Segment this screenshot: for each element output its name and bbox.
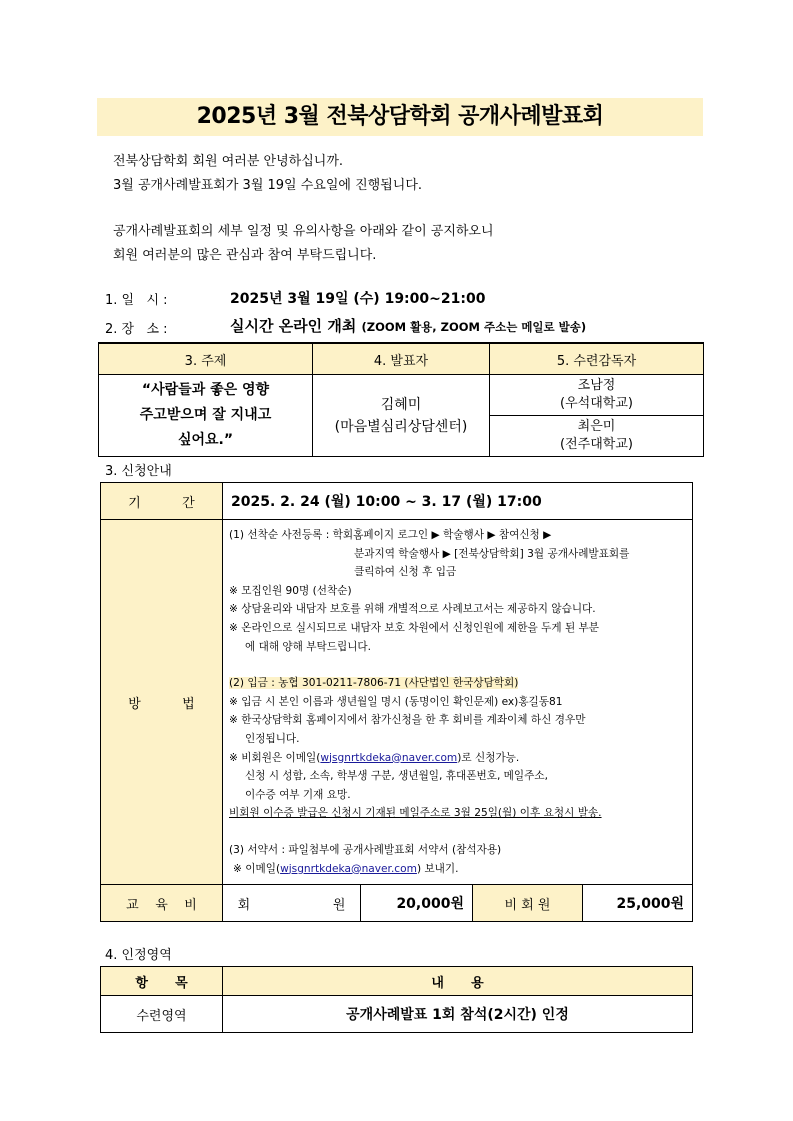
member-label: 회 원 [223, 885, 361, 922]
method-line: 인정됩니다. [245, 732, 300, 745]
supervisor-org: (우석대학교) [560, 396, 633, 411]
period-value: 2025. 2. 24 (월) 10:00 ~ 3. 17 (월) 17:00 [223, 483, 693, 520]
method-line: ※ 입금 시 본인 이름과 생년월일 명시 (동명이인 확인문제) ex)홍길동81 [229, 695, 563, 708]
header-supervisor: 5. 수련감독자 [490, 343, 704, 375]
col-header-content: 내 용 [223, 967, 693, 996]
application-table [100, 482, 693, 922]
method-line [229, 749, 688, 768]
intro-line: 전북상담학회 회원 여러분 안녕하십니까. [113, 154, 344, 169]
method-line: 신청 시 성함, 소속, 학부생 구분, 생년월일, 휴대폰번호, 메일주소, [245, 770, 548, 783]
supervisor-org: (전주대학교) [560, 437, 633, 452]
fee-label: 교 육 비 [101, 885, 223, 922]
email-suffix: ) 보내기. [416, 862, 459, 875]
topic-line: “사람들과 좋은 영향 [141, 382, 270, 398]
blank-line [229, 823, 688, 841]
email-prefix: ※ 이메일( [233, 862, 281, 875]
col-header-item: 항 목 [101, 967, 223, 996]
row-value: 공개사례발표 1회 참석(2시간) 인정 [223, 996, 693, 1033]
row-label: 수련영역 [101, 996, 223, 1033]
date-label: 1. 일 시 : [105, 293, 168, 308]
date-value: 2025년 3월 19일 (수) 19:00~21:00 [230, 291, 486, 307]
member-fee: 20,000원 [361, 885, 473, 922]
page-title: 2025년 3월 전북상담학회 공개사례발표회 [97, 98, 703, 136]
method-cell [223, 520, 693, 885]
method-line: 비회원 이수증 발급은 신청시 기재된 메일주소로 3월 25일(월) 이후 요청시 발송. [229, 807, 602, 820]
method-line: 에 대해 양해 부탁드립니다. [245, 640, 372, 653]
supervisor-name: 조남정 [577, 378, 616, 393]
period-label: 기 간 [101, 483, 223, 520]
email-prefix: ※ 비회원은 이메일( [229, 751, 321, 764]
presenter-org: (마음별심리상담센터) [334, 418, 468, 435]
presenter-name: 김혜미 [380, 396, 422, 413]
accreditation-table [100, 966, 693, 1033]
method-line: (1) 선착순 사전등록 : 학회홈페이지 로그인 ▶ 학술행사 ▶ 참여신청 ▶ [229, 529, 552, 541]
method-line: (3) 서약서 : 파일첨부에 공개사례발표회 서약서 (참석자용) [229, 843, 502, 856]
blank-line [229, 656, 688, 674]
section-application-title: 3. 신청안내 [105, 464, 172, 479]
email-link[interactable]: wjsgnrtkdeka@naver.com [280, 862, 417, 875]
supervisor-cell [490, 375, 704, 416]
nonmember-fee: 25,000원 [583, 885, 693, 922]
email-suffix: )로 신청가능. [457, 751, 520, 764]
place-note: (ZOOM 활용, ZOOM 주소는 메일로 발송) [361, 320, 587, 334]
header-presenter: 4. 발표자 [313, 343, 490, 375]
method-line: ※ 한국상담학회 홈페이지에서 참가신청을 한 후 회비를 계좌이체 하신 경우만 [229, 714, 586, 727]
header-topic: 3. 주제 [99, 343, 313, 375]
place-value: 실시간 온라인 개최 [230, 317, 357, 335]
method-line: ※ 모집인원 90명 (선착순) [229, 584, 352, 597]
method-line [229, 860, 688, 879]
info-table [98, 342, 704, 457]
place-label: 2. 장 소 : [105, 322, 168, 337]
method-label: 방 법 [101, 520, 223, 885]
method-line: 이수증 여부 기재 요망. [245, 788, 351, 801]
intro-line: 3월 공개사례발표회가 3월 19일 수요일에 진행됩니다. [113, 178, 423, 193]
topic-cell [99, 375, 313, 457]
method-line: ※ 상담윤리와 내담자 보호를 위해 개별적으로 사례보고서는 제공하지 않습니다. [229, 603, 596, 616]
method-line: 클릭하여 신청 후 입금 [354, 566, 457, 579]
supervisor-cell [490, 416, 704, 457]
place-row [230, 315, 586, 336]
email-link[interactable]: wjsgnrtkdeka@naver.com [320, 751, 458, 764]
presenter-cell [313, 375, 490, 457]
method-line: ※ 온라인으로 실시되므로 내담자 보호 차원에서 신청인원에 제한을 두게 된 부분 [229, 621, 600, 634]
section-accreditation-title: 4. 인정영역 [105, 948, 172, 963]
method-line [229, 674, 688, 693]
topic-line: 주고받으며 잘 지내고 [139, 407, 272, 423]
intro-line: 회원 여러분의 많은 관심과 참여 부탁드립니다. [113, 248, 377, 263]
nonmember-label: 비 회 원 [473, 885, 583, 922]
intro-line: 공개사례발표회의 세부 일정 및 유의사항을 아래와 같이 공지하오니 [113, 224, 494, 239]
method-line: 분과지역 학술행사 ▶ [전북상담학회] 3월 공개사례발표회를 [354, 547, 630, 560]
deposit-line: (2) 입금 : 농협 301-0211-7806-71 (사단법인 한국상담학회) [229, 677, 519, 690]
supervisor-name: 최은미 [577, 419, 616, 434]
topic-line: 싶어요.” [177, 432, 234, 448]
